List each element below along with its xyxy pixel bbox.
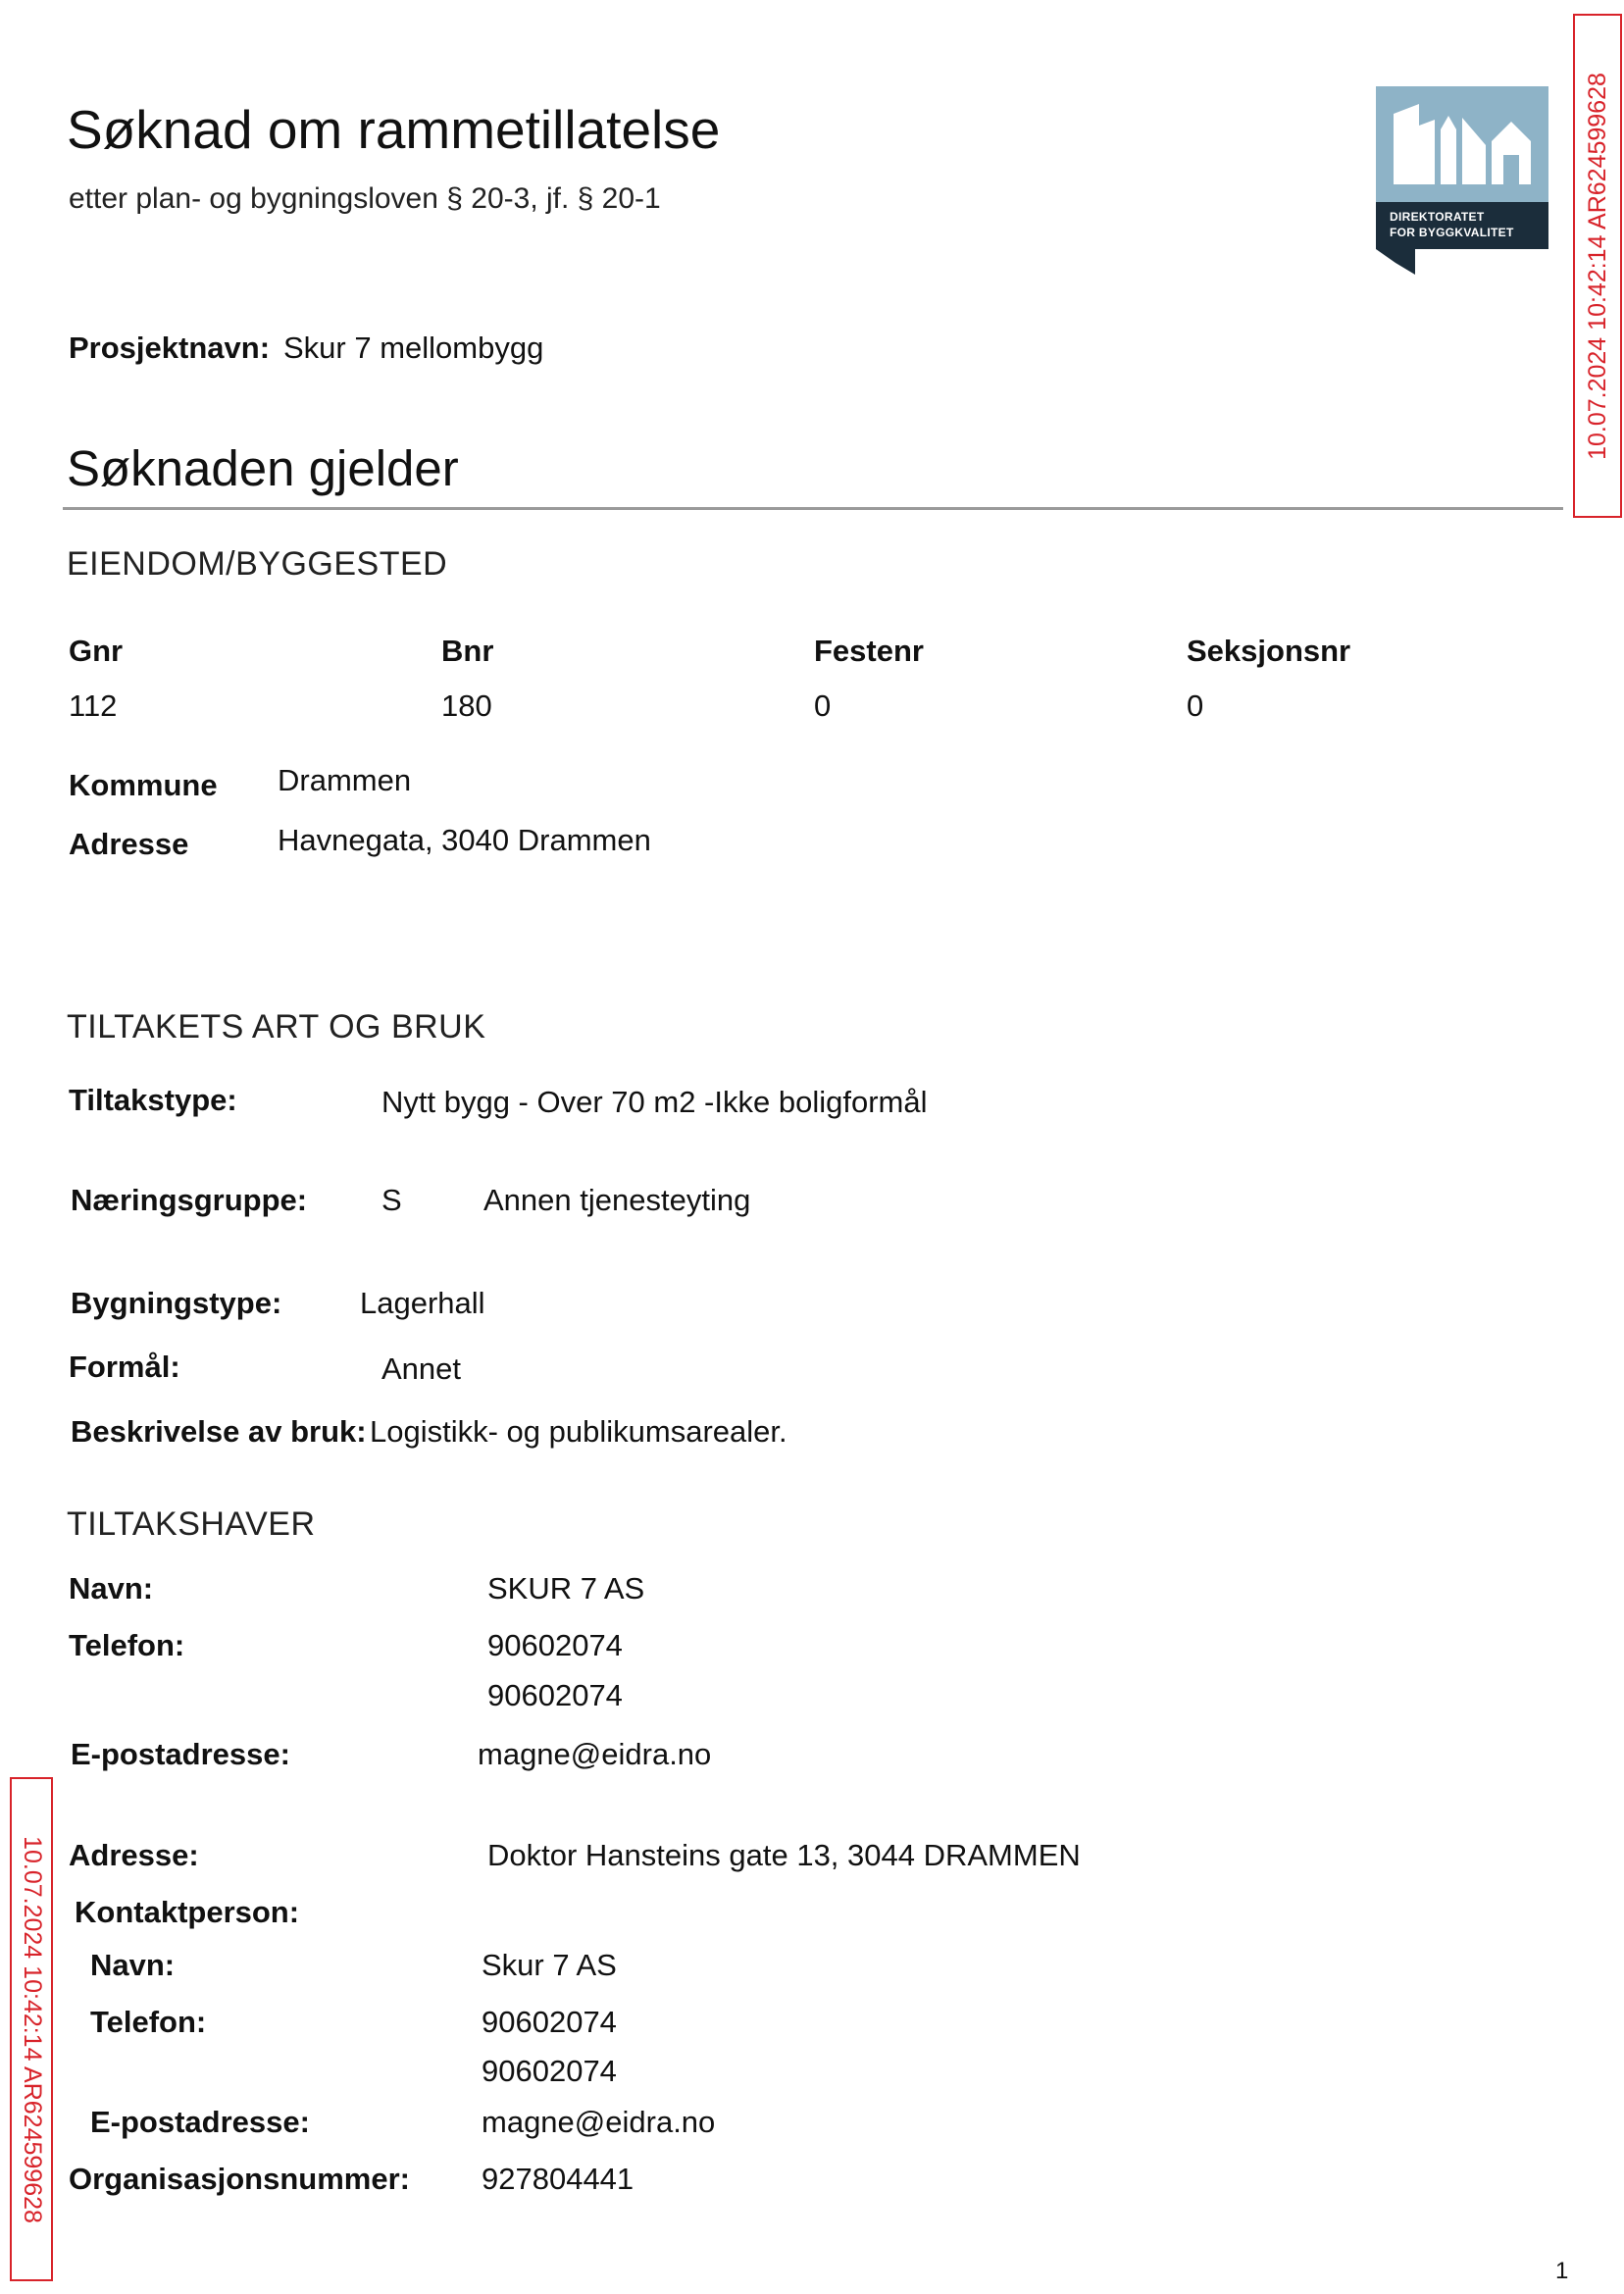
seksjonsnr-label: Seksjonsnr xyxy=(1187,634,1351,668)
kontakt-epost-label: E-postadresse: xyxy=(90,2105,310,2139)
bygningstype-value: Lagerhall xyxy=(360,1286,485,1320)
tiltakshaver-telefon-label: Telefon: xyxy=(69,1628,185,1662)
naeringsgruppe-label: Næringsgruppe: xyxy=(71,1183,308,1217)
kontakt-navn-value: Skur 7 AS xyxy=(482,1948,617,1982)
naeringsgruppe-value: Annen tjenesteyting xyxy=(483,1183,751,1217)
tiltakshaver-adresse-value: Doktor Hansteins gate 13, 3044 DRAMMEN xyxy=(487,1838,1081,1872)
bygningstype-label: Bygningstype: xyxy=(71,1286,282,1320)
logo-text-line1: DIREKTORATET xyxy=(1390,210,1485,224)
gnr-label: Gnr xyxy=(69,634,124,668)
section-title: Søknaden gjelder xyxy=(67,440,459,496)
tiltakshaver-navn-value: SKUR 7 AS xyxy=(487,1571,645,1606)
kontakt-telefon1-value: 90602074 xyxy=(482,2005,617,2039)
logo-text-line2: FOR BYGGKVALITET xyxy=(1390,226,1514,239)
tiltakshaver-epost-label: E-postadresse: xyxy=(71,1737,290,1771)
tiltakshaver-telefon1-value: 90602074 xyxy=(487,1628,623,1662)
adresse-label: Adresse xyxy=(69,827,189,861)
bruk-value: Logistikk- og publikumsarealer. xyxy=(370,1414,787,1449)
festenr-value: 0 xyxy=(814,688,832,723)
kontakt-epost-value: magne@eidra.no xyxy=(482,2105,716,2139)
property-heading: EIENDOM/BYGGESTED xyxy=(67,545,448,583)
tiltakshaver-epost-value: magne@eidra.no xyxy=(478,1737,712,1771)
gnr-value: 112 xyxy=(69,688,118,723)
tiltakshaver-navn-label: Navn: xyxy=(69,1571,154,1606)
page-number: 1 xyxy=(1555,2258,1569,2284)
kommune-label: Kommune xyxy=(69,768,218,802)
kommune-value: Drammen xyxy=(278,763,412,797)
received-stamp-right xyxy=(1573,14,1622,518)
kontakt-navn-label: Navn: xyxy=(90,1948,176,1982)
tiltakshaver-adresse-label: Adresse: xyxy=(69,1838,199,1872)
bruk-label: Beskrivelse av bruk: xyxy=(71,1414,367,1449)
tiltakshaver-telefon2-value: 90602074 xyxy=(487,1678,623,1712)
stamp-text: 10.07.2024 10:42:14 AR624599628 xyxy=(1583,72,1611,460)
project-name-label: Prosjektnavn: xyxy=(69,331,271,365)
orgnr-label: Organisasjonsnummer: xyxy=(69,2162,410,2196)
received-stamp-left xyxy=(10,1777,53,2281)
orgnr-value: 927804441 xyxy=(482,2162,634,2196)
tiltakstype-label: Tiltakstype: xyxy=(69,1083,237,1117)
adresse-value: Havnegata, 3040 Drammen xyxy=(278,823,651,857)
document-subtitle: etter plan- og bygningsloven § 20-3, jf. § 20-1 xyxy=(69,182,661,215)
logo-building-icon xyxy=(1376,86,1548,202)
kontaktperson-label: Kontaktperson: xyxy=(75,1895,300,1929)
kontakt-telefon2-value: 90602074 xyxy=(482,2054,617,2088)
bnr-label: Bnr xyxy=(441,634,494,668)
formaal-value: Annet xyxy=(381,1351,462,1386)
kontakt-telefon-label: Telefon: xyxy=(90,2005,207,2039)
tiltakstype-value: Nytt bygg - Over 70 m2 -Ikke boligformål xyxy=(381,1085,928,1119)
seksjonsnr-value: 0 xyxy=(1187,688,1204,723)
document-title: Søknad om rammetillatelse xyxy=(67,99,721,160)
section-divider xyxy=(63,507,1563,510)
festenr-label: Festenr xyxy=(814,634,924,668)
bnr-value: 180 xyxy=(441,688,492,723)
formaal-label: Formål: xyxy=(69,1350,180,1384)
dibk-logo xyxy=(1376,86,1548,275)
stamp-text: 10.07.2024 10:42:14 AR624599628 xyxy=(18,1835,46,2223)
naeringsgruppe-code: S xyxy=(381,1183,402,1217)
tiltak-heading: TILTAKETS ART OG BRUK xyxy=(67,1008,486,1045)
logo-ribbon-icon xyxy=(1376,249,1415,275)
project-name-value: Skur 7 mellombygg xyxy=(283,331,544,365)
tiltakshaver-heading: TILTAKSHAVER xyxy=(67,1505,316,1543)
